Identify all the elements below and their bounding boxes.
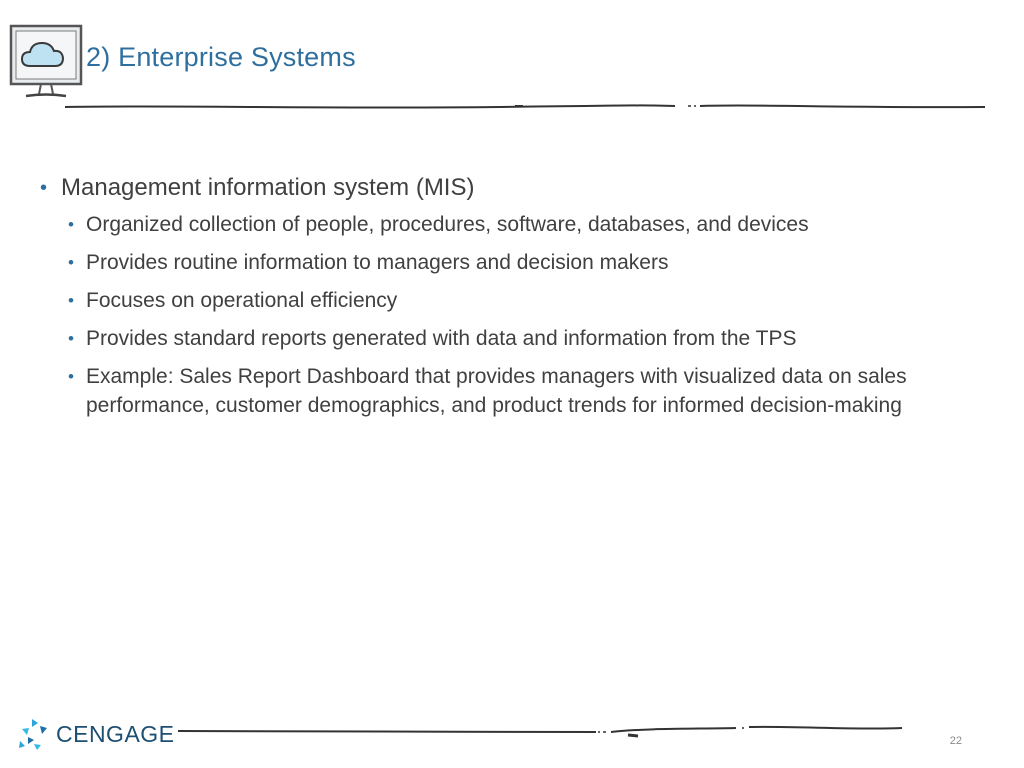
bullet-icon: • xyxy=(68,291,74,310)
bullet-text: Provides routine information to managers and decision makers xyxy=(86,251,669,274)
page-number: 22 xyxy=(949,735,962,747)
sub-bullet-list xyxy=(68,210,980,420)
list-item xyxy=(68,286,980,315)
bullet-icon: • xyxy=(68,215,74,234)
bullet-text: Example: Sales Report Dashboard that provides managers with visualized data on sales performance, customer demographics, and product trends for informed decision-making xyxy=(86,365,907,417)
page-title: 2) Enterprise Systems xyxy=(86,42,356,72)
slide-content xyxy=(40,172,980,429)
title-divider xyxy=(60,96,990,116)
list-item xyxy=(40,172,980,204)
logo-text: CENGAGE xyxy=(56,720,175,747)
bullet-text: Management information system (MIS) xyxy=(61,174,475,201)
bullet-icon: • xyxy=(68,253,74,272)
list-item xyxy=(68,362,980,420)
bullet-icon: • xyxy=(68,329,74,348)
bullet-text: Provides standard reports generated with data and information from the TPS xyxy=(86,327,797,350)
bullet-text: Organized collection of people, procedures, software, databases, and devices xyxy=(86,213,809,236)
list-item xyxy=(68,324,980,353)
cengage-logo xyxy=(18,716,175,752)
footer-divider xyxy=(176,720,906,740)
bullet-icon: • xyxy=(40,177,48,199)
list-item xyxy=(68,210,980,239)
bullet-text: Focuses on operational efficiency xyxy=(86,289,398,312)
list-item xyxy=(68,248,980,277)
cengage-logo-icon xyxy=(18,717,50,751)
cloud-monitor-icon xyxy=(8,24,84,104)
bullet-icon: • xyxy=(68,367,74,386)
